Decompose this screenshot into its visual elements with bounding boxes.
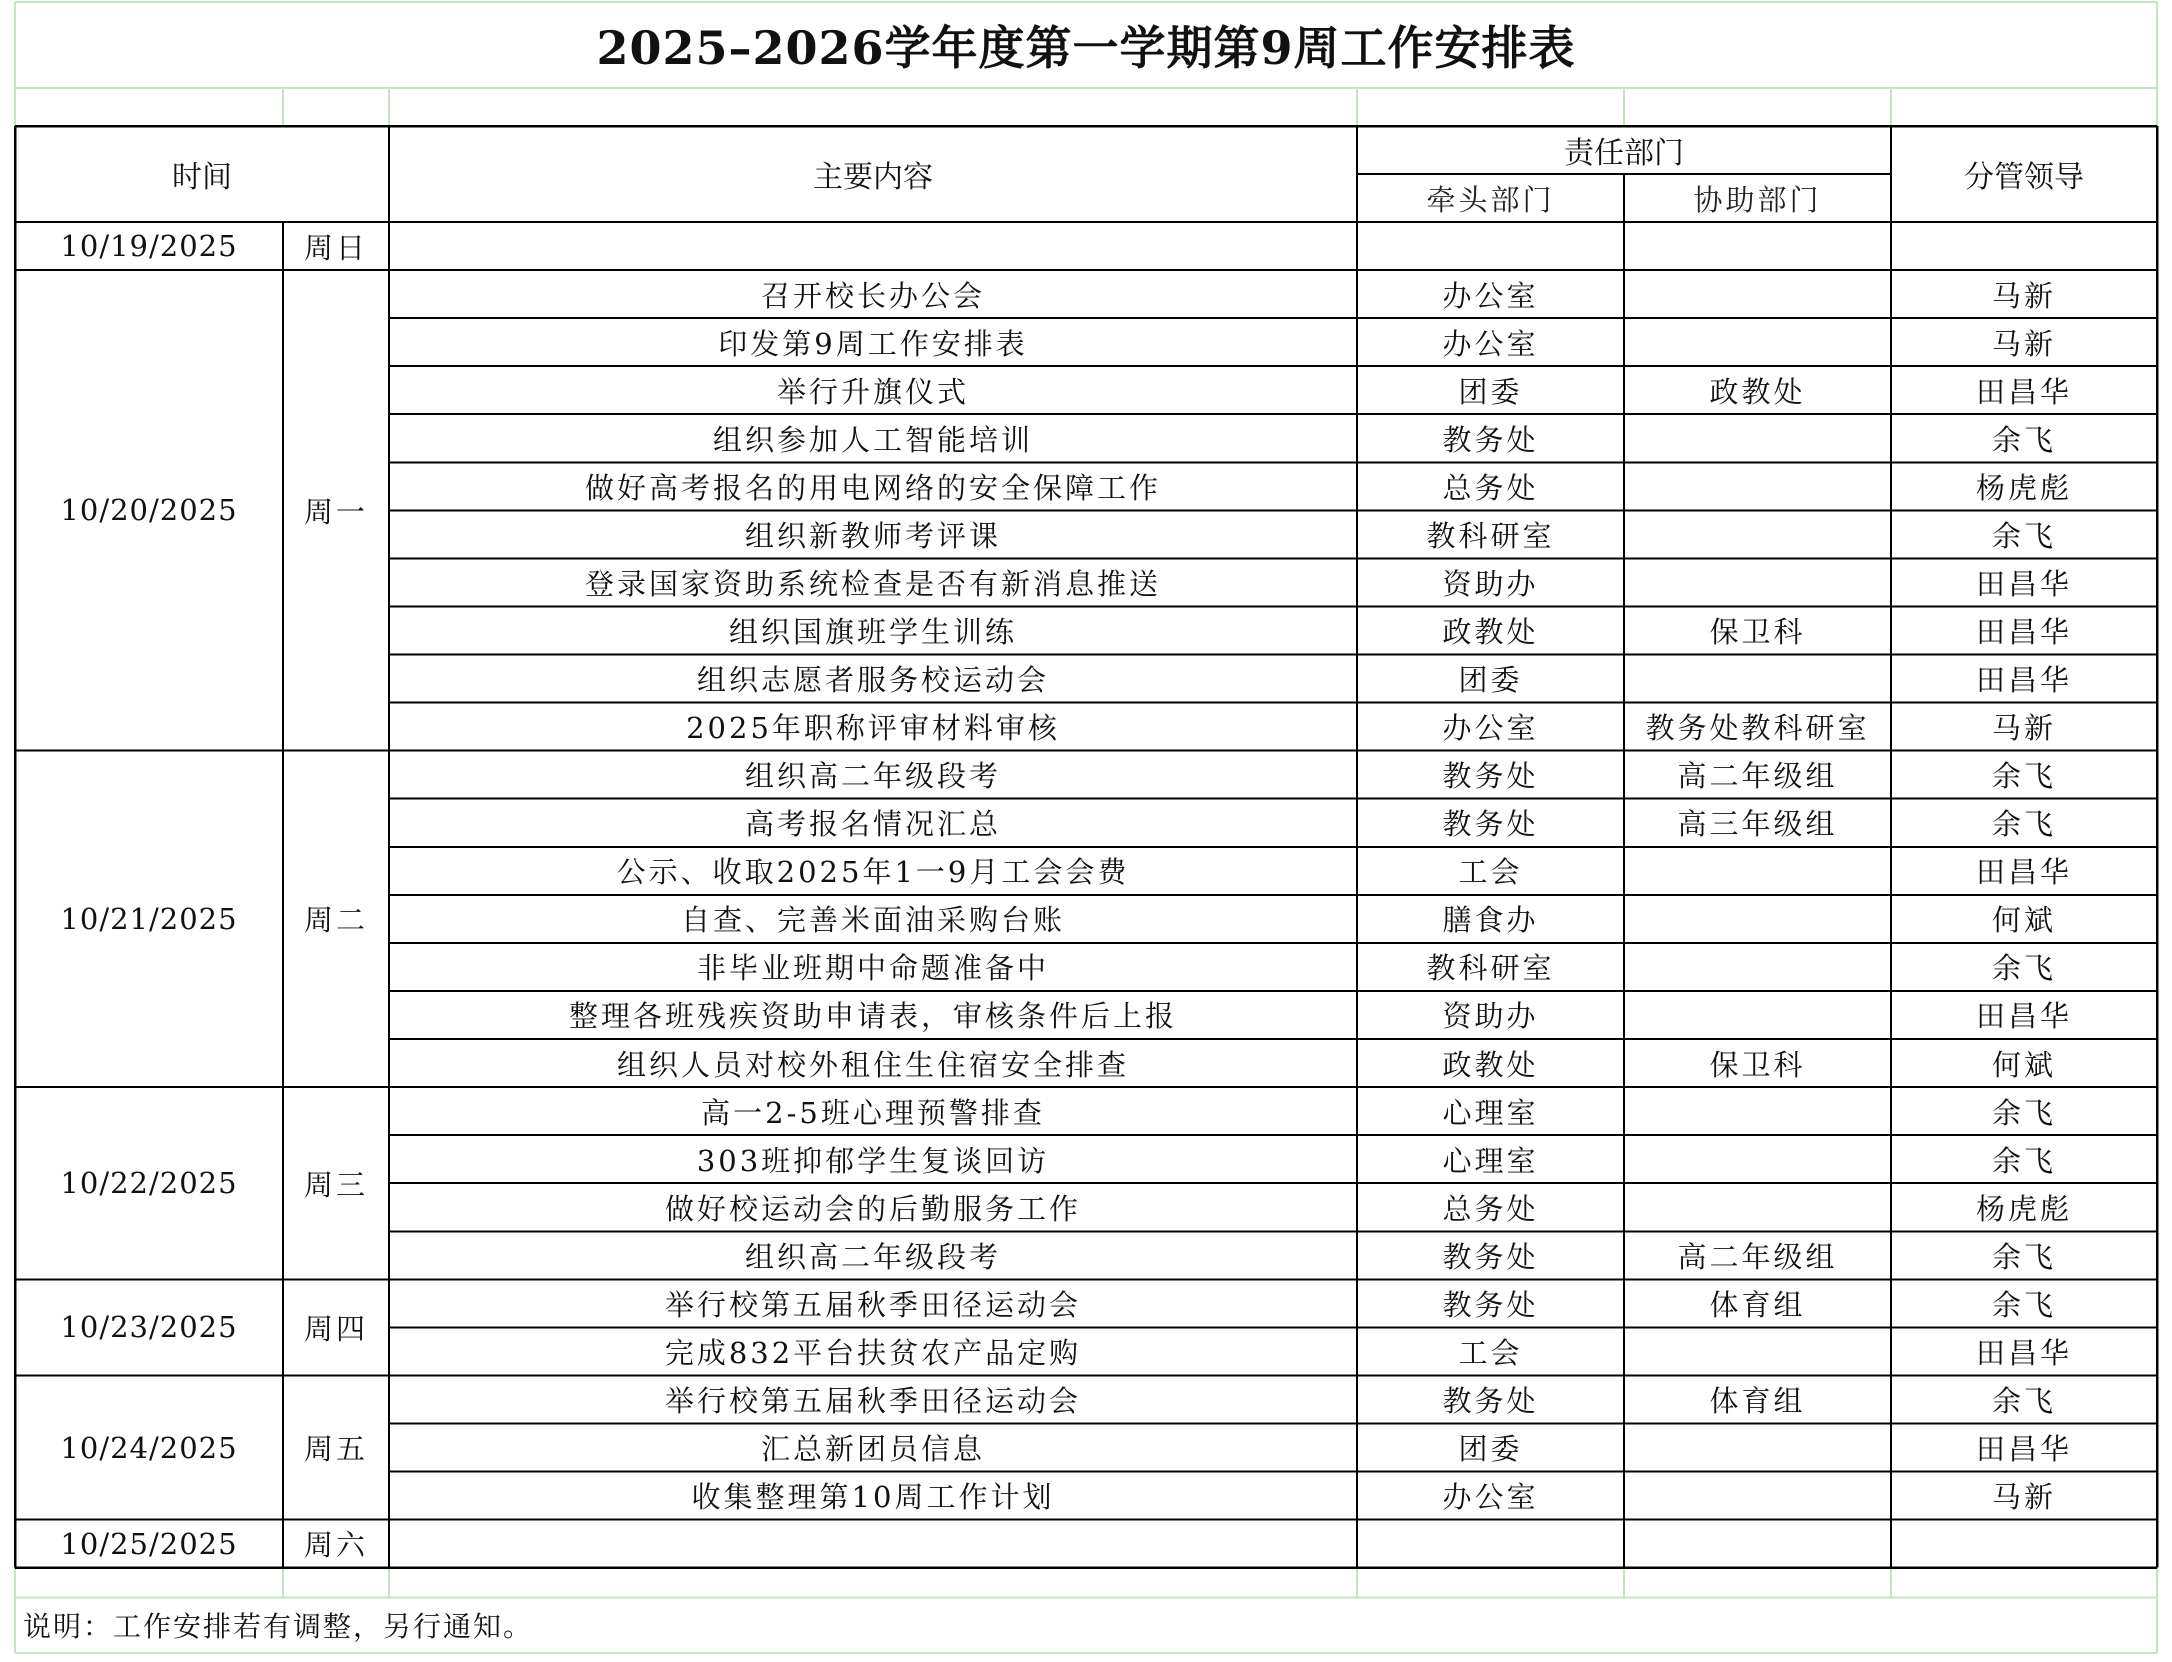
- task-lead-dept: 教务处: [1442, 1239, 1539, 1274]
- task-content: 汇总新团员信息: [760, 1432, 985, 1467]
- task-lead-dept: 政教处: [1442, 614, 1539, 649]
- weekday-cell: 周日: [303, 230, 368, 265]
- task-assist-dept: 教务处教科研室: [1645, 711, 1870, 746]
- task-leader: 杨虎彪: [1975, 1191, 2072, 1226]
- task-assist-dept: [1624, 318, 1891, 366]
- date-cell: 10/23/2025: [60, 1310, 238, 1345]
- task-leader: 田昌华: [1975, 374, 2072, 409]
- task-content: 自查、完善米面油采购台账: [680, 903, 1065, 938]
- task-assist-dept: [1624, 510, 1891, 558]
- task-lead-dept: 教科研室: [1426, 518, 1555, 553]
- task-content: 高一2-5班心理预警排查: [701, 1095, 1045, 1130]
- task-leader: 田昌华: [1975, 614, 2072, 649]
- task-assist-dept: [1624, 1327, 1891, 1375]
- date-cell: 10/20/2025: [60, 493, 238, 528]
- task-leader: 田昌华: [1975, 1432, 2072, 1467]
- task-assist-dept: [1624, 1520, 1891, 1568]
- task-lead-dept: 教务处: [1442, 1383, 1539, 1418]
- task-lead-dept: 资助办: [1442, 566, 1539, 601]
- task-lead-dept: [1357, 222, 1624, 270]
- header-responsible-dept: 责任部门: [1564, 136, 1684, 171]
- task-assist-dept: 高三年级组: [1677, 807, 1838, 842]
- task-content: 高考报名情况汇总: [744, 807, 1001, 842]
- task-assist-dept: [1624, 1183, 1891, 1231]
- task-lead-dept: 资助办: [1442, 999, 1539, 1034]
- task-lead-dept: 教务处: [1442, 759, 1539, 794]
- task-content: 收集整理第10周工作计划: [691, 1480, 1055, 1515]
- task-assist-dept: [1624, 895, 1891, 943]
- task-lead-dept: 政教处: [1442, 1047, 1539, 1082]
- task-lead-dept: 工会: [1458, 855, 1523, 890]
- task-lead-dept: 教务处: [1442, 807, 1539, 842]
- task-lead-dept: 教科研室: [1426, 951, 1555, 986]
- task-assist-dept: [1624, 847, 1891, 895]
- footnote: 说明：工作安排若有调整，另行通知。: [23, 1610, 534, 1644]
- task-lead-dept: 办公室: [1442, 1480, 1539, 1515]
- task-assist-dept: [1624, 1472, 1891, 1520]
- task-content: 举行校第五届秋季田径运动会: [664, 1287, 1081, 1322]
- task-content: 2025年职称评审材料审核: [686, 711, 1060, 746]
- header-leader: 分管领导: [1964, 160, 2084, 195]
- date-cell: 10/21/2025: [60, 901, 238, 936]
- task-leader: 田昌华: [1975, 1335, 2072, 1370]
- task-leader: 余飞: [1991, 1287, 2056, 1322]
- task-leader: 田昌华: [1975, 855, 2072, 890]
- task-content: 公示、收取2025年1一9月工会会费: [616, 855, 1130, 890]
- task-leader: 马新: [1991, 1480, 2056, 1515]
- task-content: 组织人员对校外租住生住宿安全排查: [616, 1047, 1129, 1082]
- task-assist-dept: [1624, 991, 1891, 1039]
- task-leader: 马新: [1991, 278, 2056, 313]
- task-leader: 田昌华: [1975, 999, 2072, 1034]
- task-assist-dept: [1624, 655, 1891, 703]
- task-content: 登录国家资助系统检查是否有新消息推送: [584, 566, 1161, 601]
- weekday-cell: 周一: [303, 494, 368, 529]
- task-leader: 余飞: [1991, 807, 2056, 842]
- task-lead-dept: 团委: [1458, 374, 1523, 409]
- task-leader: 何斌: [1991, 903, 2056, 938]
- task-content: 举行升旗仪式: [776, 374, 969, 409]
- weekday-cell: 周二: [303, 903, 368, 938]
- task-leader: 田昌华: [1975, 663, 2072, 698]
- task-content: 印发第9周工作安排表: [718, 326, 1028, 361]
- task-leader: 余飞: [1991, 759, 2056, 794]
- task-content: 组织参加人工智能培训: [712, 422, 1033, 457]
- task-lead-dept: 心理室: [1442, 1143, 1539, 1178]
- task-assist-dept: [1624, 1135, 1891, 1183]
- weekday-cell: 周六: [303, 1528, 368, 1563]
- task-assist-dept: [1624, 270, 1891, 318]
- task-leader: 余飞: [1991, 1239, 2056, 1274]
- task-leader: 何斌: [1991, 1047, 2056, 1082]
- task-leader: [1891, 1520, 2157, 1568]
- page-title: 2025–2026学年度第一学期第9周工作安排表: [596, 21, 1576, 75]
- task-leader: [1891, 222, 2157, 270]
- task-content: 组织高二年级段考: [744, 1239, 1001, 1274]
- task-lead-dept: 总务处: [1442, 1191, 1539, 1226]
- task-content: 举行校第五届秋季田径运动会: [664, 1383, 1081, 1418]
- weekday-cell: 周五: [303, 1432, 368, 1467]
- task-leader: 杨虎彪: [1975, 470, 2072, 505]
- task-lead-dept: 心理室: [1442, 1095, 1539, 1130]
- task-lead-dept: 工会: [1458, 1335, 1523, 1370]
- task-leader: 马新: [1991, 326, 2056, 361]
- task-assist-dept: 体育组: [1709, 1287, 1806, 1322]
- task-leader: 余飞: [1991, 518, 2056, 553]
- task-content: [389, 222, 1357, 270]
- task-content: 组织新教师考评课: [744, 518, 1001, 553]
- task-content: 非毕业班期中命题准备中: [696, 951, 1049, 986]
- task-lead-dept: 办公室: [1442, 278, 1539, 313]
- header-assist-dept: 协助部门: [1693, 182, 1822, 217]
- task-lead-dept: 办公室: [1442, 326, 1539, 361]
- date-cell: 10/25/2025: [60, 1526, 238, 1561]
- header-time: 时间: [172, 160, 232, 195]
- task-content: [389, 1520, 1357, 1568]
- task-assist-dept: [1624, 1087, 1891, 1135]
- task-lead-dept: [1357, 1520, 1624, 1568]
- task-lead-dept: 教务处: [1442, 1287, 1539, 1322]
- task-lead-dept: 团委: [1458, 1432, 1523, 1467]
- date-cell: 10/19/2025: [60, 229, 238, 264]
- task-leader: 余飞: [1991, 1143, 2056, 1178]
- task-assist-dept: [1624, 222, 1891, 270]
- task-assist-dept: 高二年级组: [1677, 759, 1838, 794]
- task-assist-dept: 保卫科: [1709, 1047, 1806, 1082]
- task-lead-dept: 总务处: [1442, 470, 1539, 505]
- task-assist-dept: [1624, 414, 1891, 462]
- date-cell: 10/24/2025: [60, 1430, 238, 1465]
- task-assist-dept: 政教处: [1709, 374, 1806, 409]
- task-leader: 余飞: [1991, 1095, 2056, 1130]
- task-content: 召开校长办公会: [760, 278, 985, 313]
- task-content: 组织国旗班学生训练: [728, 614, 1017, 649]
- task-assist-dept: 体育组: [1709, 1383, 1806, 1418]
- task-assist-dept: 高二年级组: [1677, 1239, 1838, 1274]
- task-lead-dept: 团委: [1458, 663, 1523, 698]
- task-content: 303班抑郁学生复谈回访: [696, 1143, 1050, 1178]
- task-leader: 田昌华: [1975, 566, 2072, 601]
- task-leader: 余飞: [1991, 422, 2056, 457]
- task-content: 做好校运动会的后勤服务工作: [664, 1191, 1081, 1226]
- task-assist-dept: [1624, 558, 1891, 606]
- task-assist-dept: [1624, 1424, 1891, 1472]
- header-lead-dept: 牵头部门: [1426, 182, 1555, 217]
- task-lead-dept: 办公室: [1442, 711, 1539, 746]
- weekday-cell: 周四: [303, 1311, 368, 1346]
- weekday-cell: 周三: [303, 1167, 368, 1202]
- task-content: 组织高二年级段考: [744, 759, 1001, 794]
- task-leader: 余飞: [1991, 951, 2056, 986]
- task-lead-dept: 膳食办: [1442, 903, 1539, 938]
- task-content: 完成832平台扶贫农产品定购: [664, 1335, 1082, 1370]
- task-assist-dept: [1624, 943, 1891, 991]
- task-assist-dept: [1624, 462, 1891, 510]
- task-content: 做好高考报名的用电网络的安全保障工作: [584, 470, 1161, 505]
- header-content: 主要内容: [813, 160, 933, 195]
- task-leader: 马新: [1991, 711, 2056, 746]
- task-assist-dept: 保卫科: [1709, 614, 1806, 649]
- task-content: 整理各班残疾资助申请表，审核条件后上报: [568, 999, 1177, 1034]
- task-lead-dept: 教务处: [1442, 422, 1539, 457]
- task-content: 组织志愿者服务校运动会: [696, 663, 1049, 698]
- task-leader: 余飞: [1991, 1383, 2056, 1418]
- date-cell: 10/22/2025: [60, 1166, 238, 1201]
